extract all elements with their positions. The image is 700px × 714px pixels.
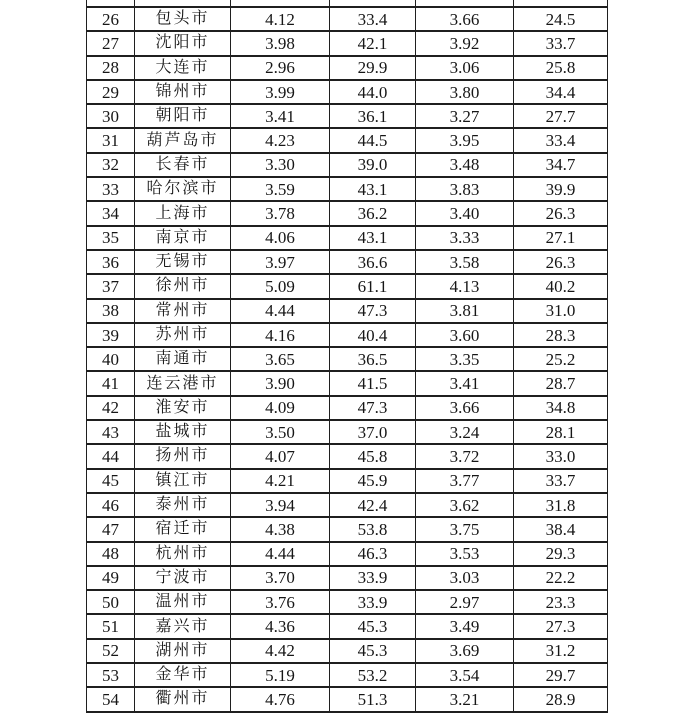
row-number-cell: 50 xyxy=(87,590,135,614)
row-number-cell: 46 xyxy=(87,493,135,517)
city-name-cell: 沈阳市 xyxy=(135,31,231,55)
value-cell-4: 23.3 xyxy=(514,590,608,614)
city-name-cell: 葫芦岛市 xyxy=(135,128,231,152)
row-number-cell: 33 xyxy=(87,177,135,201)
value-cell-1: 3.98 xyxy=(231,31,330,55)
city-name-cell: 大连市 xyxy=(135,56,231,80)
value-cell-1: 2.96 xyxy=(231,56,330,80)
value-cell-1: 4.06 xyxy=(231,226,330,250)
partial-row-above xyxy=(87,0,608,7)
document-table-region xyxy=(86,0,608,713)
value-cell-3: 3.35 xyxy=(416,347,514,371)
value-cell-2: 53.2 xyxy=(330,663,416,687)
value-cell-4: 31.2 xyxy=(514,639,608,663)
value-cell-2: 36.5 xyxy=(330,347,416,371)
value-cell-2: 45.3 xyxy=(330,614,416,638)
value-cell-3: 3.95 xyxy=(416,128,514,152)
table-row xyxy=(87,420,608,444)
value-cell-4: 31.8 xyxy=(514,493,608,517)
city-name-cell: 衢州市 xyxy=(135,687,231,711)
table-row xyxy=(87,56,608,80)
value-cell-3: 3.41 xyxy=(416,371,514,395)
value-cell-2: 45.9 xyxy=(330,469,416,493)
table-row xyxy=(87,80,608,104)
value-cell-3: 3.77 xyxy=(416,469,514,493)
row-number-cell: 44 xyxy=(87,444,135,468)
value-cell-2: 36.2 xyxy=(330,201,416,225)
value-cell-4: 28.9 xyxy=(514,687,608,711)
value-cell-3: 3.33 xyxy=(416,226,514,250)
row-number-cell: 53 xyxy=(87,663,135,687)
partial-row-cell xyxy=(330,0,416,7)
value-cell-4: 27.1 xyxy=(514,226,608,250)
value-cell-1: 4.21 xyxy=(231,469,330,493)
value-cell-2: 53.8 xyxy=(330,517,416,541)
value-cell-2: 36.1 xyxy=(330,104,416,128)
value-cell-1: 4.23 xyxy=(231,128,330,152)
value-cell-2: 44.0 xyxy=(330,80,416,104)
value-cell-1: 3.94 xyxy=(231,493,330,517)
value-cell-3: 3.58 xyxy=(416,250,514,274)
table-row xyxy=(87,31,608,55)
partial-row-cell xyxy=(514,0,608,7)
table-row xyxy=(87,299,608,323)
table-row xyxy=(87,614,608,638)
value-cell-1: 3.59 xyxy=(231,177,330,201)
value-cell-3: 3.83 xyxy=(416,177,514,201)
value-cell-4: 29.7 xyxy=(514,663,608,687)
value-cell-2: 42.1 xyxy=(330,31,416,55)
value-cell-3: 3.53 xyxy=(416,542,514,566)
table-row xyxy=(87,128,608,152)
row-number-cell: 37 xyxy=(87,274,135,298)
value-cell-3: 3.60 xyxy=(416,323,514,347)
value-cell-1: 4.44 xyxy=(231,299,330,323)
city-name-cell: 镇江市 xyxy=(135,469,231,493)
value-cell-3: 3.48 xyxy=(416,153,514,177)
city-name-cell: 连云港市 xyxy=(135,371,231,395)
row-number-cell: 27 xyxy=(87,31,135,55)
value-cell-3: 4.13 xyxy=(416,274,514,298)
value-cell-1: 3.90 xyxy=(231,371,330,395)
value-cell-4: 28.7 xyxy=(514,371,608,395)
value-cell-4: 31.0 xyxy=(514,299,608,323)
value-cell-2: 45.8 xyxy=(330,444,416,468)
table-row xyxy=(87,566,608,590)
row-number-cell: 41 xyxy=(87,371,135,395)
value-cell-2: 61.1 xyxy=(330,274,416,298)
row-number-cell: 40 xyxy=(87,347,135,371)
value-cell-4: 39.9 xyxy=(514,177,608,201)
city-name-cell: 锦州市 xyxy=(135,80,231,104)
value-cell-3: 3.66 xyxy=(416,396,514,420)
value-cell-1: 4.16 xyxy=(231,323,330,347)
table-row xyxy=(87,250,608,274)
value-cell-2: 45.3 xyxy=(330,639,416,663)
value-cell-3: 3.62 xyxy=(416,493,514,517)
value-cell-3: 2.97 xyxy=(416,590,514,614)
value-cell-4: 27.3 xyxy=(514,614,608,638)
value-cell-2: 33.9 xyxy=(330,566,416,590)
value-cell-2: 51.3 xyxy=(330,687,416,711)
table-row xyxy=(87,687,608,711)
value-cell-3: 3.21 xyxy=(416,687,514,711)
value-cell-3: 3.72 xyxy=(416,444,514,468)
city-name-cell: 常州市 xyxy=(135,299,231,323)
value-cell-3: 3.69 xyxy=(416,639,514,663)
row-number-cell: 54 xyxy=(87,687,135,711)
value-cell-1: 4.36 xyxy=(231,614,330,638)
partial-row-cell xyxy=(231,0,330,7)
city-name-cell: 湖州市 xyxy=(135,639,231,663)
value-cell-2: 44.5 xyxy=(330,128,416,152)
city-name-cell: 无锡市 xyxy=(135,250,231,274)
value-cell-4: 26.3 xyxy=(514,250,608,274)
table-row xyxy=(87,226,608,250)
value-cell-1: 3.30 xyxy=(231,153,330,177)
value-cell-2: 43.1 xyxy=(330,226,416,250)
row-number-cell: 48 xyxy=(87,542,135,566)
value-cell-1: 4.07 xyxy=(231,444,330,468)
value-cell-3: 3.40 xyxy=(416,201,514,225)
value-cell-3: 3.54 xyxy=(416,663,514,687)
table-row xyxy=(87,104,608,128)
row-number-cell: 29 xyxy=(87,80,135,104)
table-row xyxy=(87,663,608,687)
row-number-cell: 38 xyxy=(87,299,135,323)
value-cell-3: 3.80 xyxy=(416,80,514,104)
table-body xyxy=(87,0,608,712)
row-number-cell: 28 xyxy=(87,56,135,80)
row-number-cell: 42 xyxy=(87,396,135,420)
city-name-cell: 淮安市 xyxy=(135,396,231,420)
value-cell-2: 47.3 xyxy=(330,396,416,420)
city-name-cell: 温州市 xyxy=(135,590,231,614)
city-name-cell: 宁波市 xyxy=(135,566,231,590)
value-cell-1: 3.97 xyxy=(231,250,330,274)
table-row xyxy=(87,153,608,177)
city-name-cell: 杭州市 xyxy=(135,542,231,566)
value-cell-3: 3.06 xyxy=(416,56,514,80)
table-row xyxy=(87,371,608,395)
value-cell-2: 36.6 xyxy=(330,250,416,274)
table-row xyxy=(87,177,608,201)
table-row xyxy=(87,323,608,347)
value-cell-1: 5.09 xyxy=(231,274,330,298)
value-cell-1: 4.09 xyxy=(231,396,330,420)
value-cell-4: 33.7 xyxy=(514,31,608,55)
table-row xyxy=(87,517,608,541)
city-data-table xyxy=(86,0,608,713)
value-cell-1: 4.44 xyxy=(231,542,330,566)
city-name-cell: 嘉兴市 xyxy=(135,614,231,638)
value-cell-3: 3.81 xyxy=(416,299,514,323)
value-cell-4: 33.0 xyxy=(514,444,608,468)
value-cell-3: 3.66 xyxy=(416,7,514,31)
value-cell-4: 33.4 xyxy=(514,128,608,152)
value-cell-3: 3.49 xyxy=(416,614,514,638)
value-cell-4: 33.7 xyxy=(514,469,608,493)
row-number-cell: 51 xyxy=(87,614,135,638)
value-cell-4: 25.8 xyxy=(514,56,608,80)
value-cell-1: 3.70 xyxy=(231,566,330,590)
table-row xyxy=(87,469,608,493)
value-cell-1: 3.76 xyxy=(231,590,330,614)
value-cell-4: 24.5 xyxy=(514,7,608,31)
table-row xyxy=(87,590,608,614)
city-name-cell: 苏州市 xyxy=(135,323,231,347)
table-row xyxy=(87,7,608,31)
row-number-cell: 49 xyxy=(87,566,135,590)
city-name-cell: 南通市 xyxy=(135,347,231,371)
value-cell-1: 3.41 xyxy=(231,104,330,128)
city-name-cell: 哈尔滨市 xyxy=(135,177,231,201)
city-name-cell: 包头市 xyxy=(135,7,231,31)
city-name-cell: 南京市 xyxy=(135,226,231,250)
city-name-cell: 徐州市 xyxy=(135,274,231,298)
value-cell-4: 34.4 xyxy=(514,80,608,104)
value-cell-3: 3.92 xyxy=(416,31,514,55)
row-number-cell: 34 xyxy=(87,201,135,225)
value-cell-1: 4.42 xyxy=(231,639,330,663)
value-cell-3: 3.75 xyxy=(416,517,514,541)
table-row xyxy=(87,542,608,566)
row-number-cell: 30 xyxy=(87,104,135,128)
row-number-cell: 43 xyxy=(87,420,135,444)
row-number-cell: 52 xyxy=(87,639,135,663)
row-number-cell: 45 xyxy=(87,469,135,493)
table-row xyxy=(87,347,608,371)
value-cell-4: 34.8 xyxy=(514,396,608,420)
row-number-cell: 35 xyxy=(87,226,135,250)
value-cell-4: 25.2 xyxy=(514,347,608,371)
value-cell-1: 3.50 xyxy=(231,420,330,444)
value-cell-2: 41.5 xyxy=(330,371,416,395)
partial-row-cell xyxy=(135,0,231,7)
value-cell-3: 3.24 xyxy=(416,420,514,444)
row-number-cell: 32 xyxy=(87,153,135,177)
city-name-cell: 泰州市 xyxy=(135,493,231,517)
city-name-cell: 朝阳市 xyxy=(135,104,231,128)
value-cell-4: 27.7 xyxy=(514,104,608,128)
value-cell-2: 40.4 xyxy=(330,323,416,347)
value-cell-1: 5.19 xyxy=(231,663,330,687)
value-cell-4: 22.2 xyxy=(514,566,608,590)
table-row xyxy=(87,444,608,468)
value-cell-3: 3.03 xyxy=(416,566,514,590)
value-cell-2: 33.4 xyxy=(330,7,416,31)
partial-row-cell xyxy=(87,0,135,7)
value-cell-4: 28.1 xyxy=(514,420,608,444)
city-name-cell: 盐城市 xyxy=(135,420,231,444)
value-cell-1: 3.65 xyxy=(231,347,330,371)
value-cell-1: 4.76 xyxy=(231,687,330,711)
city-name-cell: 金华市 xyxy=(135,663,231,687)
value-cell-2: 42.4 xyxy=(330,493,416,517)
value-cell-1: 4.38 xyxy=(231,517,330,541)
value-cell-2: 47.3 xyxy=(330,299,416,323)
row-number-cell: 36 xyxy=(87,250,135,274)
value-cell-4: 26.3 xyxy=(514,201,608,225)
city-name-cell: 上海市 xyxy=(135,201,231,225)
partial-row-cell xyxy=(416,0,514,7)
table-row xyxy=(87,274,608,298)
value-cell-2: 46.3 xyxy=(330,542,416,566)
value-cell-1: 3.78 xyxy=(231,201,330,225)
value-cell-2: 29.9 xyxy=(330,56,416,80)
value-cell-2: 37.0 xyxy=(330,420,416,444)
value-cell-4: 38.4 xyxy=(514,517,608,541)
table-row xyxy=(87,396,608,420)
row-number-cell: 31 xyxy=(87,128,135,152)
table-row xyxy=(87,493,608,517)
value-cell-4: 29.3 xyxy=(514,542,608,566)
row-number-cell: 47 xyxy=(87,517,135,541)
city-name-cell: 宿迁市 xyxy=(135,517,231,541)
value-cell-2: 39.0 xyxy=(330,153,416,177)
value-cell-2: 33.9 xyxy=(330,590,416,614)
table-row xyxy=(87,201,608,225)
city-name-cell: 长春市 xyxy=(135,153,231,177)
table-row xyxy=(87,639,608,663)
value-cell-3: 3.27 xyxy=(416,104,514,128)
value-cell-4: 34.7 xyxy=(514,153,608,177)
value-cell-2: 43.1 xyxy=(330,177,416,201)
city-name-cell: 扬州市 xyxy=(135,444,231,468)
row-number-cell: 26 xyxy=(87,7,135,31)
value-cell-4: 28.3 xyxy=(514,323,608,347)
value-cell-1: 4.12 xyxy=(231,7,330,31)
value-cell-4: 40.2 xyxy=(514,274,608,298)
value-cell-1: 3.99 xyxy=(231,80,330,104)
row-number-cell: 39 xyxy=(87,323,135,347)
